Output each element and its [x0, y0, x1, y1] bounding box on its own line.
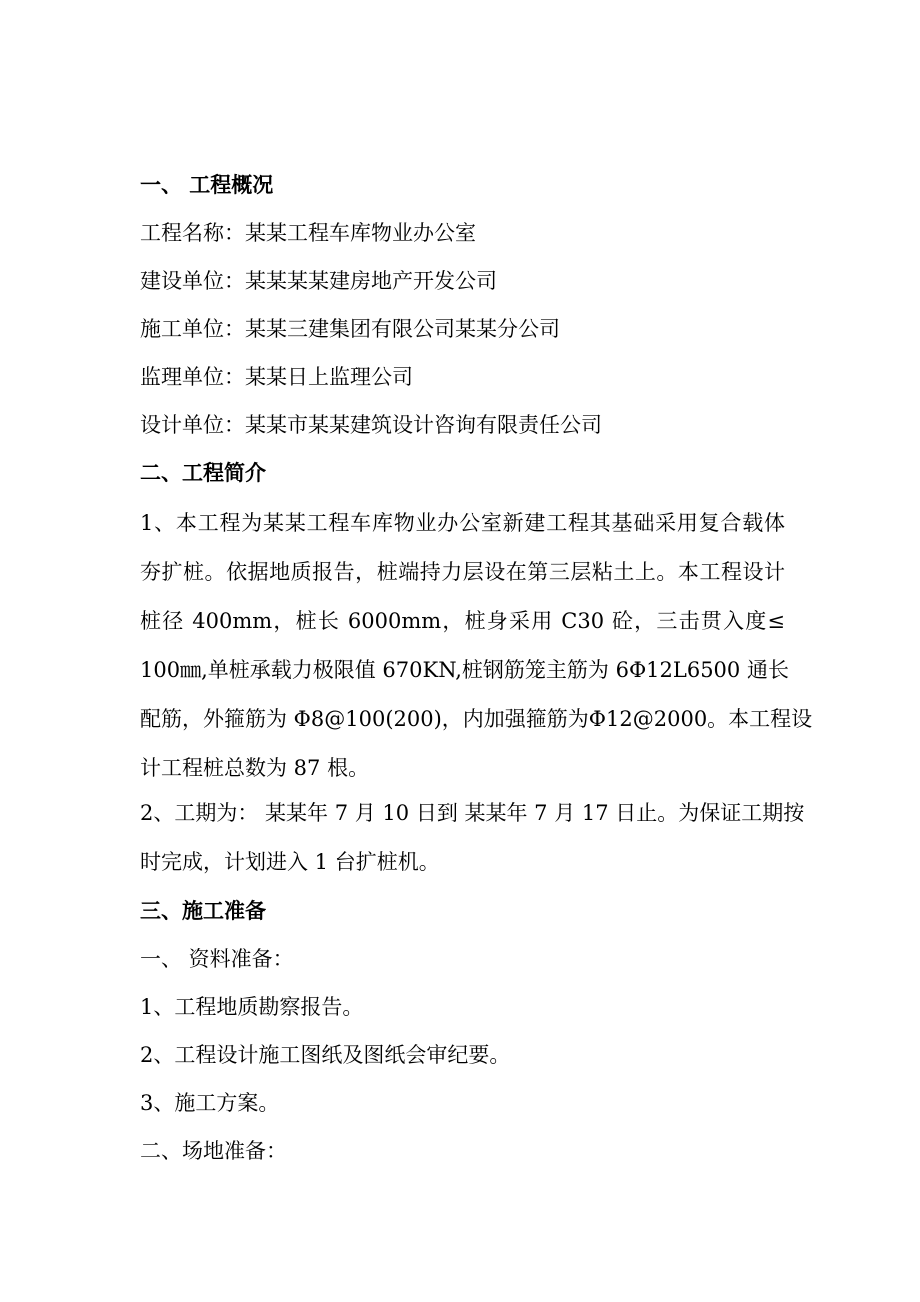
document-list-item: 2、工程设计施工图纸及图纸会审纪要。	[140, 1043, 511, 1067]
construction-unit-row: 施工单位：某某三建集团有限公司某某分公司	[140, 317, 560, 341]
supervision-unit-row: 监理单位：某某日上监理公司	[140, 365, 413, 389]
design-unit-row: 设计单位：某某市某某建筑设计咨询有限责任公司	[140, 413, 602, 437]
subheading-site: 二、场地准备：	[140, 1139, 287, 1163]
section-heading-intro: 二、工程简介	[140, 460, 266, 485]
intro-paragraph-line: 1、本工程为某某工程车库物业办公室新建工程其基础采用复合载体	[140, 511, 785, 535]
intro-paragraph-line: 桩径 400mm，桩长 6000mm，桩身采用 C30 砼，三击贯入度≤	[140, 609, 785, 633]
document-list-item: 1、工程地质勘察报告。	[140, 995, 364, 1019]
intro-paragraph-line: 夯扩桩。依据地质报告，桩端持力层设在第三层粘土上。本工程设计	[140, 560, 785, 584]
section-heading-overview: 一、 工程概况	[140, 172, 274, 197]
schedule-paragraph-line: 2、工期为： 某某年 7 月 10 日到 某某年 7 月 17 日止。为保证工期按	[140, 801, 805, 825]
intro-paragraph-line: 计工程桩总数为 87 根。	[140, 756, 370, 780]
intro-paragraph-line: 配筋，外箍筋为 Φ8@100(200)，内加强箍筋为Φ12@2000。本工程设	[140, 707, 813, 731]
owner-unit-row: 建设单位：某某某某建房地产开发公司	[140, 269, 497, 293]
schedule-paragraph-line: 时完成，计划进入 1 台扩桩机。	[140, 850, 440, 874]
document-list-item: 3、施工方案。	[140, 1091, 280, 1115]
intro-paragraph-line: 100㎜,单桩承载力极限值 670KN,桩钢筋笼主筋为 6Φ12L6500 通长	[140, 658, 789, 682]
section-heading-preparation: 三、施工准备	[140, 898, 266, 923]
subheading-documents: 一、 资料准备：	[140, 947, 294, 971]
project-name-row: 工程名称：某某工程车库物业办公室	[140, 221, 476, 245]
